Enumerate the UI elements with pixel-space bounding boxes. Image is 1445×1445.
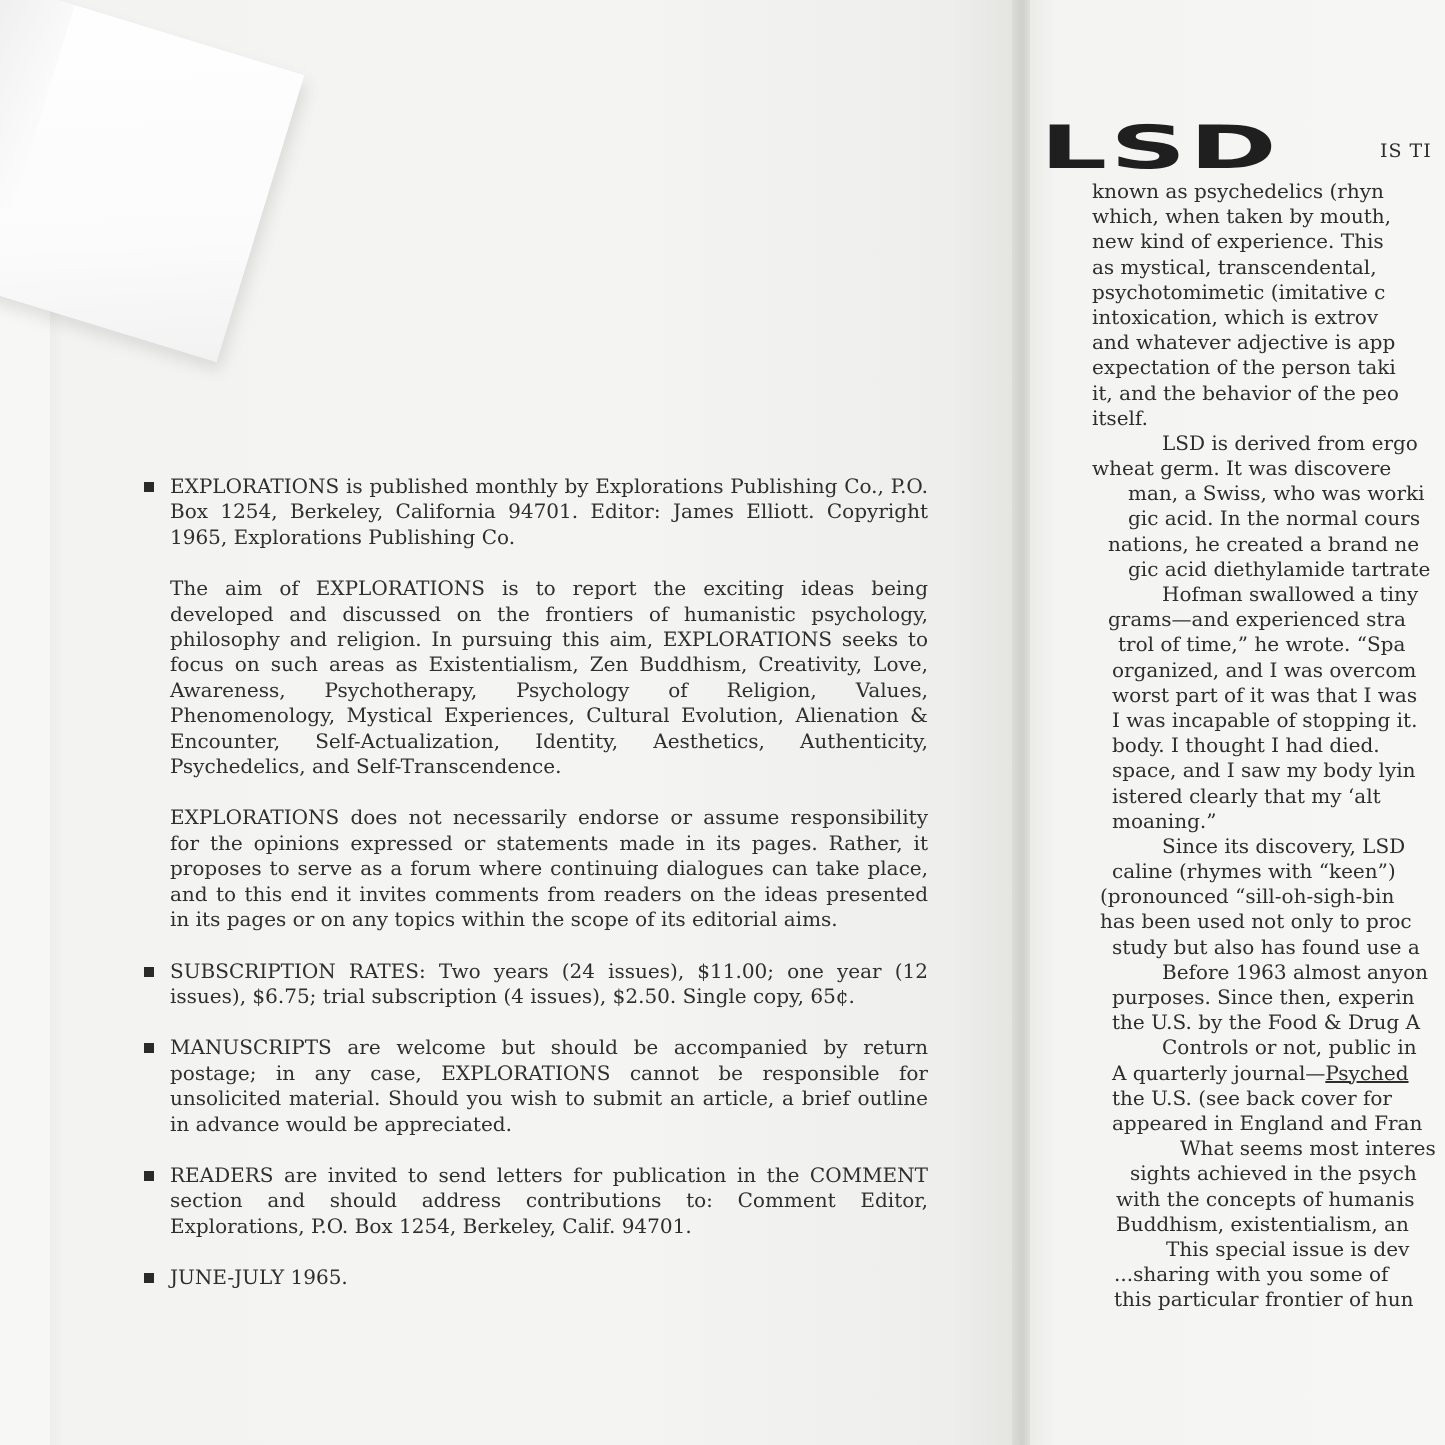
colophon-disclaimer xyxy=(170,805,928,932)
article-line: This special issue is dev xyxy=(1166,1236,1410,1261)
article-line: ...sharing with you some of xyxy=(1114,1262,1389,1287)
article-heading xyxy=(1040,113,1445,184)
article-column xyxy=(1040,113,1445,1312)
article-line: Before 1963 almost anyon xyxy=(1162,959,1428,984)
article-line: What seems most interes xyxy=(1180,1136,1436,1161)
colophon-issue-date xyxy=(170,1265,928,1290)
journal-name-underlined: Psyched xyxy=(1325,1060,1409,1085)
subscription-text: SUBSCRIPTION RATES: Two years (24 issues), $11.00; one year (12 issues), $6.75; trial subscription (4 issues), $2.50. Single copy, 65¢. xyxy=(170,958,928,1008)
article-line: Controls or not, public in xyxy=(1162,1035,1417,1060)
article-line: with the concepts of humanis xyxy=(1116,1186,1415,1211)
bullet-icon xyxy=(144,967,154,977)
article-line: and whatever adjective is app xyxy=(1092,330,1396,355)
article-line: space, and I saw my body lyin xyxy=(1112,758,1416,783)
article-line: purposes. Since then, experin xyxy=(1112,985,1415,1009)
article-line-text: A quarterly journal— xyxy=(1112,1060,1326,1085)
article-line: LSD is derived from ergo xyxy=(1162,430,1418,455)
article-line: caline (rhymes with “keen”) xyxy=(1112,859,1396,884)
article-line: gic acid. In the normal cours xyxy=(1128,506,1421,531)
article-line: grams—and experienced stra xyxy=(1108,607,1406,632)
bullet-icon xyxy=(144,1043,154,1053)
article-line: itself. xyxy=(1092,405,1148,430)
colophon xyxy=(140,474,928,1317)
article-line: istered clearly that my ‘alt xyxy=(1112,783,1381,808)
bullet-icon xyxy=(144,482,154,492)
readers-text: READERS are invited to send letters for publication in the COMMENT section and should address contributions to: Comment Editor, Explorations, P.O. Box 1254, Berkeley, Calif. 94701. xyxy=(170,1162,928,1238)
article-line: this particular frontier of hun xyxy=(1114,1287,1414,1312)
article-line: it, and the behavior of the peo xyxy=(1092,380,1399,405)
issue-date-text: JUNE-JULY 1965. xyxy=(170,1265,348,1290)
article-line: sights achieved in the psych xyxy=(1130,1161,1417,1186)
article-title: LSD xyxy=(1040,113,1280,184)
article-lead: IS TI xyxy=(1380,140,1432,162)
publication-text: EXPLORATIONS is published monthly by Explorations Publishing Co., P.O. Box 1254, Berkeley, California 94701. Editor: James Elliott. Copyright 1965, Explorations Publishing Co. xyxy=(170,474,928,549)
article-line xyxy=(1040,1061,1445,1086)
colophon-readers xyxy=(170,1163,928,1239)
article-line: psychotomimetic (imitative c xyxy=(1092,279,1386,304)
article-line: the U.S. by the Food & Drug A xyxy=(1112,1010,1421,1035)
disclaimer-text: EXPLORATIONS does not necessarily endorse or assume responsibility for the opinions expressed or statements made in its pages. Rather, it proposes to serve as a forum where continuing dialogues can take place, and to this end it invites comments from readers on the ideas presented in its pages or on any topics within the scope of its editorial aims. xyxy=(170,805,928,932)
article-line: nations, he created a brand ne xyxy=(1108,531,1420,556)
article-line: as mystical, transcendental, xyxy=(1092,254,1377,279)
bullet-icon xyxy=(144,1171,154,1181)
article-line: body. I thought I had died. xyxy=(1112,733,1380,758)
colophon-aim xyxy=(170,576,928,779)
article-line: moaning.” xyxy=(1112,808,1217,833)
article-lines xyxy=(1040,179,1445,1312)
article-line: I was incapable of stopping it. xyxy=(1112,707,1418,732)
bullet-icon xyxy=(144,1273,154,1283)
article-line: has been used not only to proc xyxy=(1100,909,1412,934)
article-line: worst part of it was that I was xyxy=(1112,682,1418,707)
article-line: (pronounced “sill-oh-sigh-bin xyxy=(1100,884,1395,909)
colophon-publication xyxy=(170,474,928,550)
article-line: Since its discovery, LSD xyxy=(1162,833,1406,858)
article-line: wheat germ. It was discovere xyxy=(1092,456,1392,481)
article-line: appeared in England and Fran xyxy=(1112,1110,1423,1135)
article-line: Hofman swallowed a tiny xyxy=(1162,582,1419,606)
article-line: study but also has found use a xyxy=(1112,934,1420,959)
article-line: Buddhism, existentialism, an xyxy=(1116,1211,1409,1236)
aim-text: The aim of EXPLORATIONS is to report the exciting ideas being developed and discussed on the frontiers of humanistic psychology, philosophy and religion. In pursuing this aim, EXPLORATIONS seeks to focus on such areas as Existentialism, Zen Buddhism, Creativity, Love, Awareness, Psychotherapy, Psychology of Religion, Values, Phenomenology, Mystical Experiences, Cultural Evolution, Alienation & Encounter, Self-Actualization, Identity, Aesthetics, Authenticity, Psychedelics, and Self-Transcendence. xyxy=(170,576,928,779)
paper-flap-shadow xyxy=(0,0,75,211)
article-line: man, a Swiss, who was worki xyxy=(1128,481,1425,506)
article-line: new kind of experience. This xyxy=(1092,229,1384,254)
article-line: trol of time,” he wrote. “Spa xyxy=(1118,632,1406,657)
colophon-subscription xyxy=(170,959,928,1010)
manuscripts-text: MANUSCRIPTS are welcome but should be accompanied by return postage; in any case, EXPLORATIONS cannot be responsible for unsolicited material. Should you wish to submit an article, a brief outline in advance would be appreciated. xyxy=(170,1035,928,1136)
article-line: intoxication, which is extrov xyxy=(1092,304,1379,329)
article-line: gic acid diethylamide tartrate xyxy=(1128,556,1431,581)
article-line: the U.S. (see back cover for xyxy=(1112,1085,1392,1110)
article-line: which, when taken by mouth, xyxy=(1092,204,1392,229)
colophon-manuscripts xyxy=(170,1035,928,1137)
article-line: organized, and I was overcom xyxy=(1112,657,1417,682)
article-line: known as psychedelics (rhyn xyxy=(1092,179,1384,203)
article-line: expectation of the person taki xyxy=(1092,355,1396,380)
